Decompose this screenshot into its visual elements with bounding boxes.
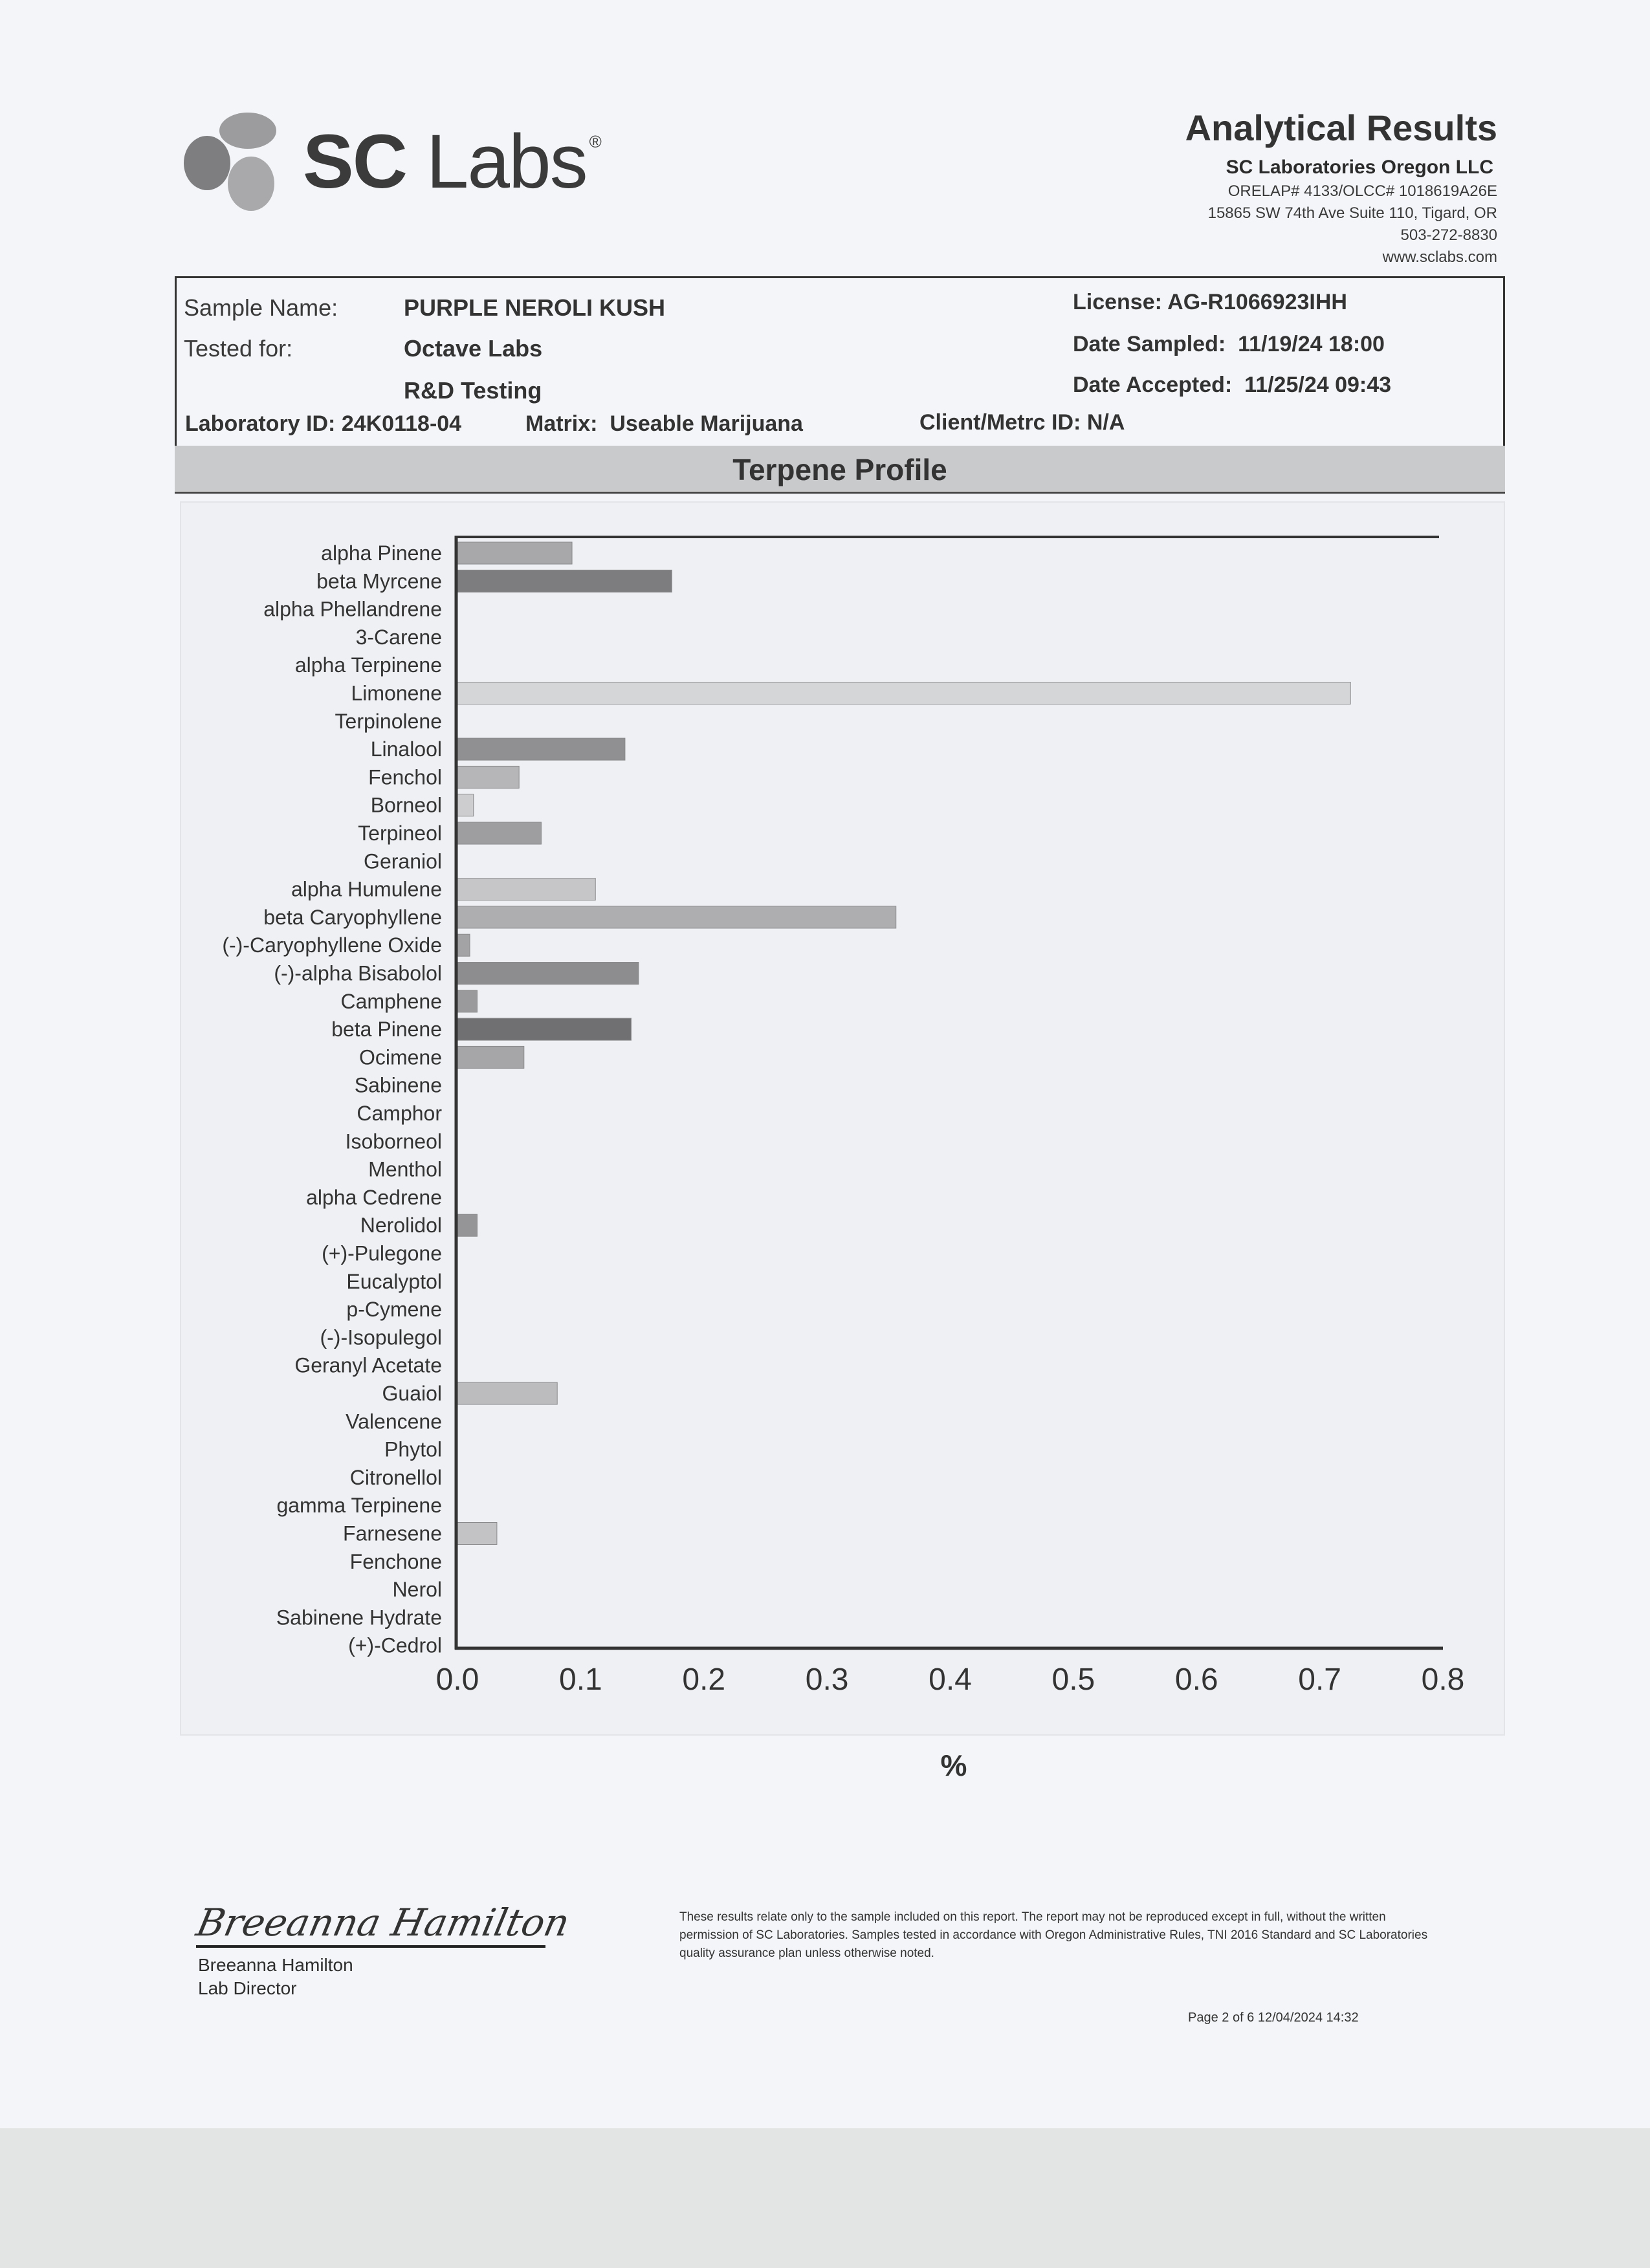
- x-tick-label-0-8: 0.8: [1421, 1663, 1465, 1697]
- bar-caryophyllene-oxide: [457, 934, 470, 956]
- bar-beta-pinene: [457, 1018, 631, 1040]
- category-label-guaiol: Guaiol: [382, 1382, 442, 1405]
- category-label-ocimene: Ocimene: [358, 1045, 442, 1069]
- bar-farnesene: [457, 1523, 497, 1545]
- category-label-alpha-terpinene: alpha Terpinene: [294, 653, 442, 677]
- category-label-alpha-phellandrene: alpha Phellandrene: [263, 597, 442, 621]
- x-axis-label: %: [940, 1749, 967, 1782]
- category-label-terpineol: Terpineol: [358, 822, 442, 845]
- bar-borneol: [457, 794, 474, 816]
- bar-linalool: [457, 738, 625, 760]
- sample-name-value: PURPLE NEROLI KUSH: [404, 294, 666, 321]
- signature-line: [196, 1945, 545, 1948]
- category-label-pulegone: (+)-Pulegone: [322, 1241, 442, 1265]
- category-label-terpinolene: Terpinolene: [335, 709, 442, 733]
- category-label-nerolidol: Nerolidol: [360, 1214, 442, 1238]
- category-label-beta-myrcene: beta Myrcene: [316, 569, 442, 593]
- category-label-linalool: Linalool: [370, 737, 442, 761]
- bar-nerolidol: [457, 1214, 477, 1236]
- lab-accreditation: ORELAP# 4133/OLCC# 1018619A26E: [1227, 182, 1497, 200]
- x-tick-label-0-5: 0.5: [1051, 1663, 1095, 1697]
- category-label-3-carene: 3-Carene: [355, 625, 442, 649]
- bar-alpha-humulene: [457, 878, 595, 900]
- x-tick-label-0-1: 0.1: [559, 1663, 602, 1697]
- bar-terpineol: [457, 822, 541, 844]
- lab-address: 15865 SW 74th Ave Suite 110, Tigard, OR: [1207, 204, 1497, 222]
- x-tick-label-0-6: 0.6: [1174, 1663, 1218, 1697]
- matrix: Matrix: Useable Marijuana: [525, 411, 803, 436]
- category-label-isopulegol: (-)-Isopulegol: [320, 1325, 442, 1349]
- bar-limonene: [457, 682, 1350, 704]
- scanner-background: [0, 2128, 1650, 2268]
- category-label-gamma-terpinene: gamma Terpinene: [276, 1494, 442, 1518]
- signer-name: Breeanna Hamilton: [198, 1955, 353, 1975]
- bar-beta-caryophyllene: [457, 906, 896, 928]
- category-label-nerol: Nerol: [392, 1578, 442, 1602]
- category-label-beta-pinene: beta Pinene: [331, 1018, 442, 1041]
- category-label-p-cymene: p-Cymene: [346, 1298, 442, 1322]
- x-tick-label-0-7: 0.7: [1298, 1663, 1341, 1697]
- svg-text:Breeanna Hamilton: Breeanna Hamilton: [192, 1901, 574, 1945]
- category-label-eucalyptol: Eucalyptol: [346, 1269, 442, 1293]
- sample-name-label: Sample Name:: [184, 294, 338, 321]
- client-metrc-id: Client/Metrc ID: N/A: [919, 410, 1125, 435]
- logo-wordmark: SC Labs ®: [303, 119, 600, 204]
- x-tick-label-0-0: 0.0: [435, 1663, 479, 1697]
- category-label-phytol: Phytol: [384, 1437, 442, 1461]
- category-label-alpha-bisabolol: (-)-alpha Bisabolol: [274, 961, 442, 985]
- category-label-beta-caryophyllene: beta Caryophyllene: [263, 905, 442, 929]
- category-label-alpha-humulene: alpha Humulene: [291, 877, 442, 901]
- bar-ocimene: [457, 1046, 524, 1068]
- bar-alpha-pinene: [457, 542, 572, 564]
- category-label-camphene: Camphene: [340, 989, 442, 1013]
- bar-guaiol: [457, 1382, 557, 1404]
- license: License: AG-R1066923IHH: [1073, 290, 1347, 314]
- category-label-fenchol: Fenchol: [368, 765, 442, 789]
- category-label-citronellol: Citronellol: [349, 1465, 442, 1489]
- x-tick-label-0-3: 0.3: [805, 1663, 849, 1697]
- x-tick-label-0-2: 0.2: [682, 1663, 726, 1697]
- date-sampled: Date Sampled: 11/19/24 18:00: [1073, 332, 1385, 356]
- tested-for-value-2: R&D Testing: [404, 377, 542, 404]
- bar-alpha-bisabolol: [457, 963, 639, 985]
- category-label-alpha-pinene: alpha Pinene: [321, 541, 442, 565]
- category-label-menthol: Menthol: [368, 1157, 442, 1181]
- lab-website: www.sclabs.com: [1382, 248, 1497, 266]
- bar-fenchol: [457, 766, 519, 788]
- laboratory-id: Laboratory ID: 24K0118-04: [185, 411, 462, 436]
- section-title: Terpene Profile: [732, 453, 947, 486]
- tested-for-value: Octave Labs: [404, 335, 543, 362]
- category-label-fenchone: Fenchone: [349, 1549, 442, 1573]
- page-info: Page 2 of 6 12/04/2024 14:32: [1188, 2011, 1359, 2025]
- category-label-geranyl-acetate: Geranyl Acetate: [294, 1353, 442, 1377]
- category-label-sabinene-hydrate: Sabinene Hydrate: [276, 1606, 442, 1630]
- category-label-sabinene: Sabinene: [354, 1073, 442, 1097]
- signer-title: Lab Director: [198, 1978, 297, 1998]
- category-label-geraniol: Geraniol: [364, 849, 442, 873]
- category-label-caryophyllene-oxide: (-)-Caryophyllene Oxide: [222, 933, 442, 957]
- category-label-isoborneol: Isoborneol: [345, 1129, 442, 1153]
- director-signature: [192, 1889, 574, 1954]
- category-label-limonene: Limonene: [351, 681, 442, 705]
- tested-for-label: Tested for:: [184, 335, 293, 362]
- disclaimer-text: These results relate only to the sample included on this report. The report may not be reproduced except in full, without the written permission of SC Laboratories. Samples tested in accordance with Oregon Administrative Rules, TNI 2016 Standard and SC Laboratories quality assurance plan unless otherwise noted.: [679, 1910, 1428, 1960]
- lab-name: SC Laboratories Oregon LLC: [1226, 157, 1493, 178]
- category-label-alpha-cedrene: alpha Cedrene: [306, 1185, 442, 1209]
- bar-camphene: [457, 990, 477, 1012]
- category-label-farnesene: Farnesene: [343, 1521, 442, 1545]
- x-tick-label-0-4: 0.4: [929, 1663, 972, 1697]
- lab-phone: 503-272-8830: [1400, 226, 1497, 244]
- bar-beta-myrcene: [457, 570, 672, 592]
- date-accepted: Date Accepted: 11/25/24 09:43: [1073, 373, 1392, 397]
- category-label-valencene: Valencene: [346, 1410, 442, 1434]
- category-label-camphor: Camphor: [357, 1102, 442, 1125]
- category-label-cedrol: (+)-Cedrol: [348, 1633, 442, 1657]
- category-label-borneol: Borneol: [370, 793, 442, 817]
- report-title: Analytical Results: [1185, 107, 1497, 148]
